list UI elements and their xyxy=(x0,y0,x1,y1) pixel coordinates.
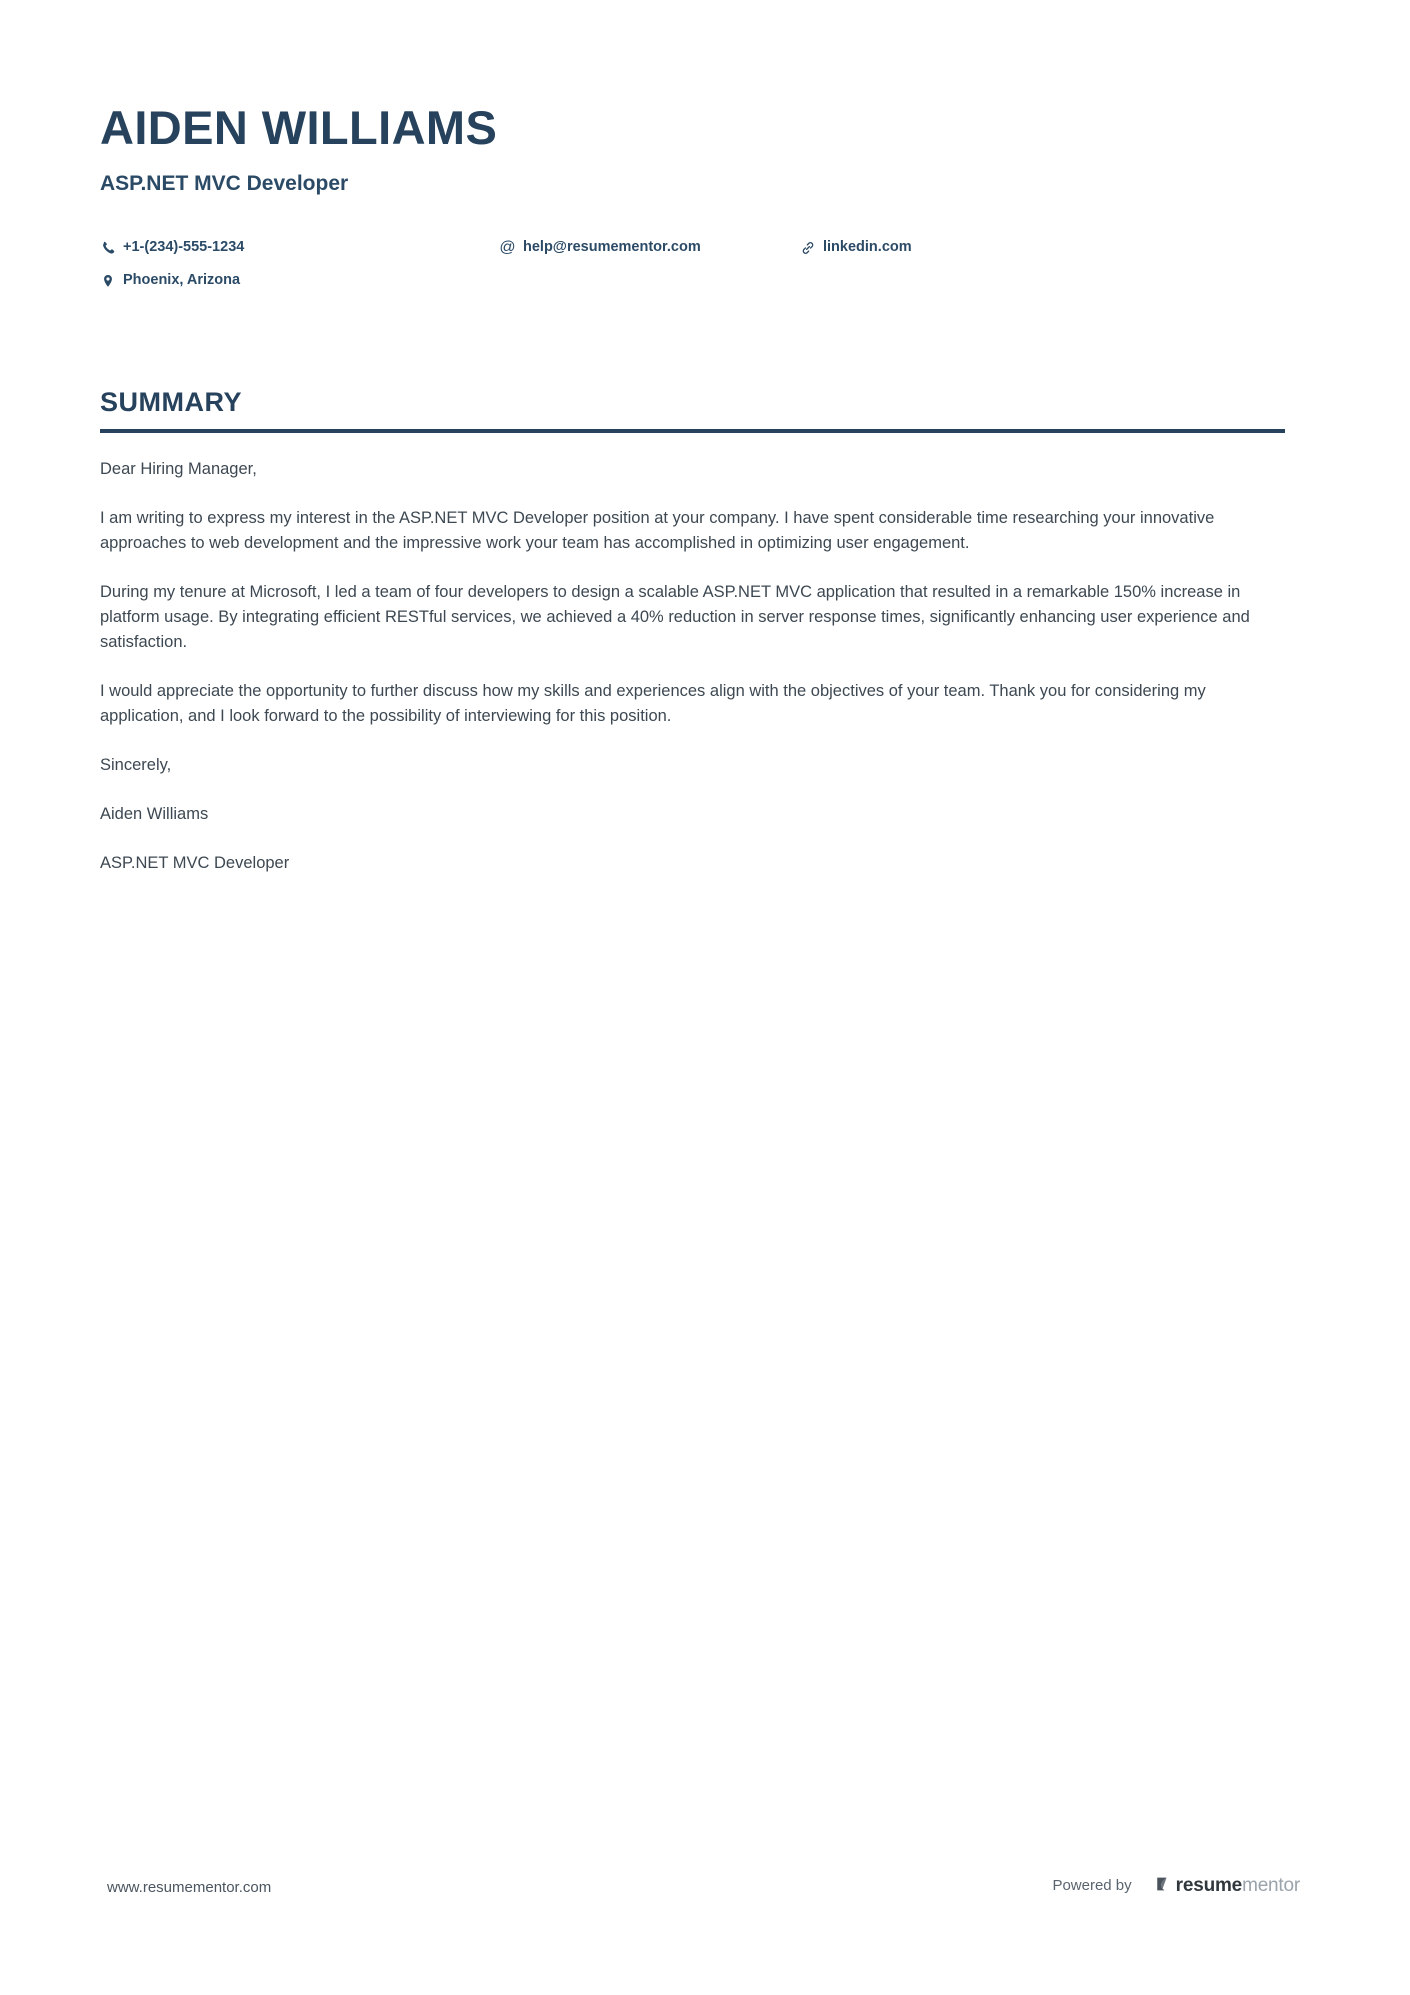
resumementor-logo-icon xyxy=(1156,1876,1171,1895)
letter-paragraph-1: I am writing to express my interest in the ASP.NET MVC Developer position at your company. I have spent considerable time researching your innovative approaches to web development and the impressive work your team has accomplished in optimizing user engagement. xyxy=(100,508,1215,552)
job-title: ASP.NET MVC Developer xyxy=(100,172,349,195)
contact-link[interactable] xyxy=(800,240,912,255)
contact-link-value: linkedin.com xyxy=(823,239,912,256)
header xyxy=(100,101,1285,195)
section-divider xyxy=(100,429,1285,433)
letter-signature-title: ASP.NET MVC Developer xyxy=(100,854,290,873)
summary-section xyxy=(100,388,1285,877)
letter-body xyxy=(100,457,1285,877)
contact-row-secondary xyxy=(100,273,1285,302)
contact-location xyxy=(100,273,240,288)
contact-email[interactable] xyxy=(500,240,701,255)
brand-name-primary: resume xyxy=(1175,1875,1243,1896)
footer-branding xyxy=(1052,1876,1300,1895)
letter-salutation: Dear Hiring Manager, xyxy=(100,459,257,478)
footer xyxy=(0,1876,1410,1916)
phone-icon xyxy=(100,240,115,255)
contact-block xyxy=(100,240,1285,302)
footer-website-url[interactable]: www.resumementor.com xyxy=(107,1879,272,1896)
resumementor-logo[interactable] xyxy=(1156,1876,1300,1895)
contact-row-primary xyxy=(100,240,1285,269)
contact-phone[interactable] xyxy=(100,240,244,255)
section-heading-summary: SUMMARY xyxy=(100,387,242,417)
letter-paragraph-2: During my tenure at Microsoft, I led a team of four developers to design a scalable ASP.NET MVC application that resulted in a remarkable 150% increase in platform usage. By integrating efficient RESTful services, we achieved a 40% reduction in server response times, significantly enhancing user experience and satisfaction. xyxy=(100,582,1250,652)
letter-paragraph-3: I would appreciate the opportunity to further discuss how my skills and experiences align with the objectives of your team. Thank you for considering my application, and I look forward to the possibility of interviewing for this position. xyxy=(100,682,1206,726)
letter-closing: Sincerely, xyxy=(100,756,172,775)
letter-signature-name: Aiden Williams xyxy=(100,805,209,824)
contact-email-value: help@resumementor.com xyxy=(523,239,701,256)
contact-phone-value: +1-(234)-555-1234 xyxy=(123,239,245,256)
map-pin-icon xyxy=(100,273,115,288)
at-icon: @ xyxy=(499,238,516,256)
powered-by-label: Powered by xyxy=(1052,1877,1132,1894)
link-icon xyxy=(800,240,815,255)
page-title: AIDEN WILLIAMS xyxy=(100,101,498,154)
brand-name-secondary: mentor xyxy=(1242,1875,1300,1896)
contact-location-value: Phoenix, Arizona xyxy=(123,272,241,289)
